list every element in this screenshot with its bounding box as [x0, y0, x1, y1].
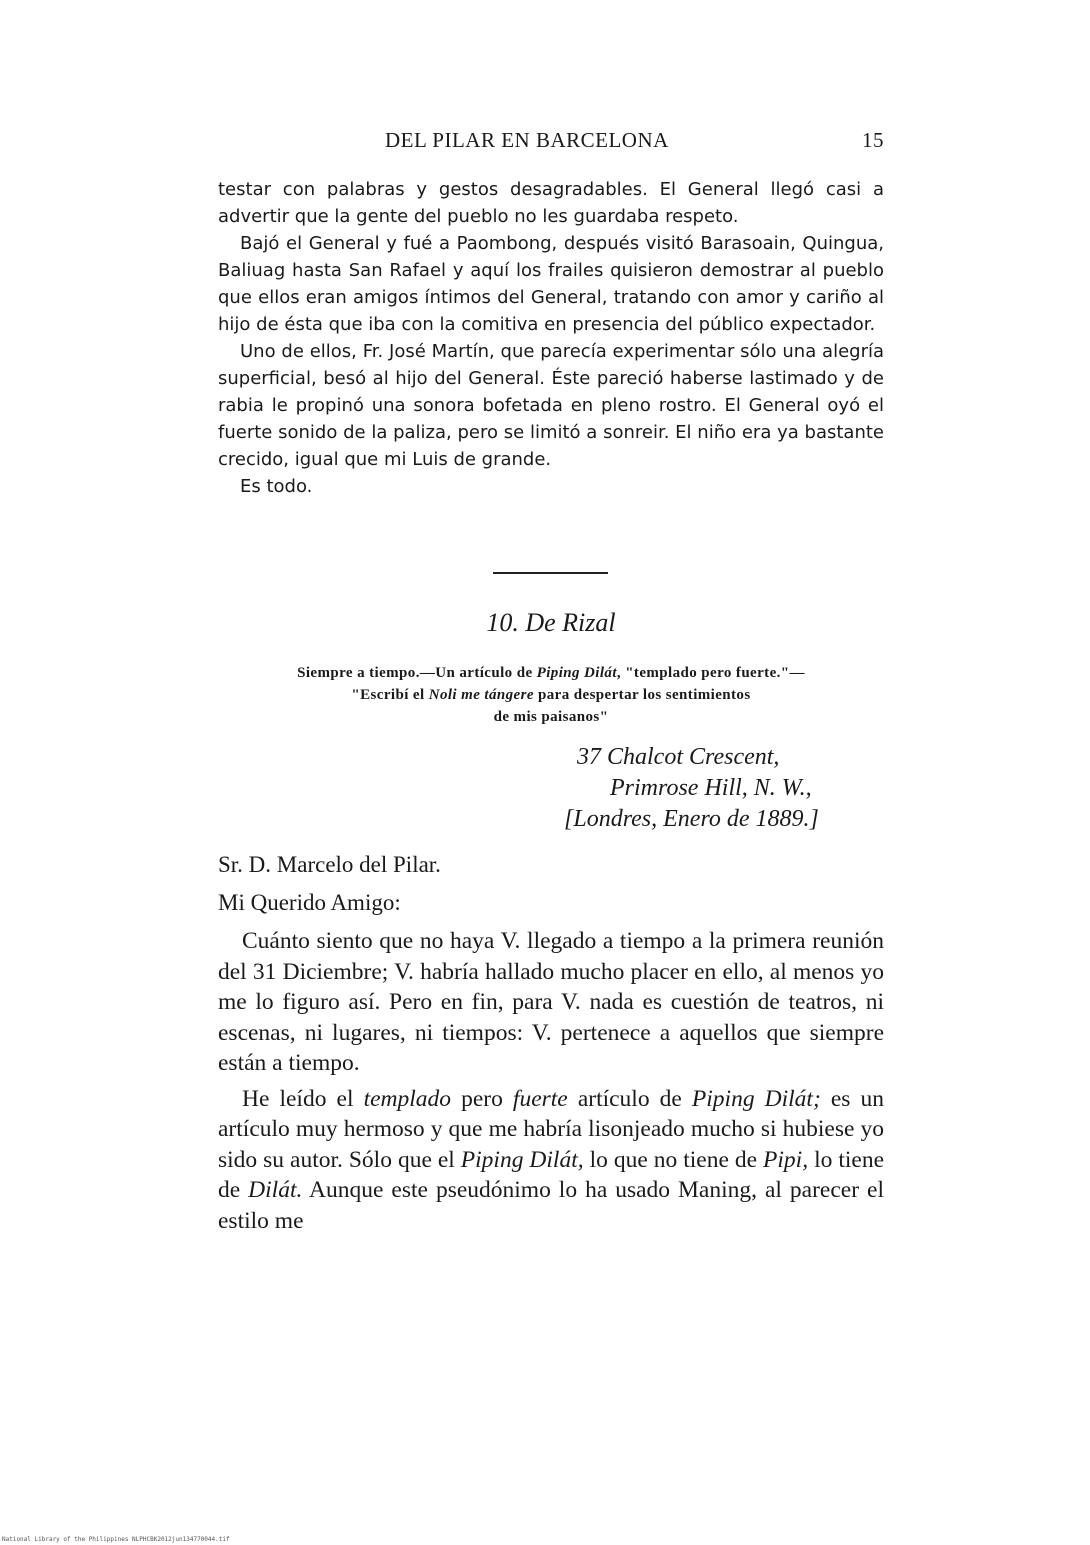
paragraph: testar con palabras y gestos desagradables. El General llegó casi a advertir que la gente del pueblo no les guardaba respeto.: [218, 179, 884, 227]
address-line: [Londres, Enero de 1889.]: [564, 806, 819, 832]
text-run: Aunque este pseudónimo lo ha usado Maning, al parecer el estilo me: [218, 1177, 884, 1234]
text-run: templado: [363, 1085, 452, 1112]
paragraph: [218, 1084, 884, 1237]
letter-body: [218, 926, 884, 1241]
address-line: Primrose Hill, N. W.,: [610, 775, 812, 801]
section-divider: [493, 572, 608, 574]
sender-address: [560, 742, 870, 835]
text-run: Piping Dilát;: [691, 1085, 821, 1112]
summary-text: "Escribí el: [351, 687, 429, 703]
paragraph: Cuánto siento que no haya V. llegado a tiempo a la primera reunión del 31 Diciembre; V. habría hallado mucho placer en ello, al menos yo me lo figuro así. Pero en fin, para V. nada es cuestión de teatros, ni escenas, ni lugares, ni tiempos: V. pertenece a aquellos que siempre están a tiempo.: [218, 928, 884, 1076]
text-run: lo tiene de: [218, 1146, 884, 1203]
text-run: pero: [451, 1085, 513, 1112]
text-run: fuerte: [512, 1085, 568, 1112]
address-line: 37 Chalcot Crescent,: [577, 744, 780, 770]
text-run: lo que no tiene de: [583, 1146, 764, 1173]
previous-letter-ending: [218, 176, 884, 500]
letter-title: 10. De Rizal: [486, 608, 616, 637]
summary-text: Noli me tángere: [428, 687, 534, 703]
text-run: artículo de: [567, 1085, 692, 1112]
scan-source-note: National Library of the Philippines NLPHCBK2012jun134770044.tif: [2, 1536, 230, 1543]
paragraph: Uno de ellos, Fr. José Martín, que parecía experimentar sólo una alegría superficial, besó al hijo del General. Éste pareció haberse lastimado y de rabia le propinó una sonora bofetada en pleno rostro. El General oyó el fuerte sonido de la paliza, pero se limitó a sonreir. El niño era ya bastante crecido, igual que mi Luis de grande.: [218, 341, 884, 470]
summary-text: Piping Dilát: [536, 665, 617, 681]
running-title: DEL PILAR EN BARCELONA: [385, 128, 669, 152]
summary-text: para despertar los sentimientos: [533, 687, 751, 703]
summary-line: [214, 662, 888, 684]
text-run: Piping Dilát,: [460, 1146, 584, 1173]
paragraph: Bajó el General y fué a Paombong, después visitó Barasoain, Quingua, Baliuag hasta San Rafael y aquí los frailes quisieron demostrar al pueblo que ellos eran amigos íntimos del General, tratando con amor y cariño al hijo de ésta que iba con la comitiva en presencia del público expectador.: [218, 233, 884, 335]
summary-text: Siempre a tiempo.—Un artículo de: [297, 665, 537, 681]
page-header: [218, 128, 884, 158]
summary-line: [214, 684, 888, 706]
text-run: es un artículo muy hermoso y que me habría lisonjeado mucho si hubiese yo sido su autor. Sólo que el: [218, 1085, 884, 1173]
letter-summary: [214, 662, 888, 728]
recipient: Sr. D. Marcelo del Pilar.: [218, 852, 441, 877]
text-run: Pipi,: [763, 1146, 809, 1173]
summary-text: , "templado pero fuerte."—: [616, 665, 805, 681]
greeting: Mi Querido Amigo:: [218, 890, 401, 915]
summary-line: de mis paisanos": [493, 709, 609, 725]
page-number: 15: [862, 128, 884, 152]
text-run: Dilát.: [248, 1177, 303, 1203]
paragraph: Es todo.: [240, 476, 313, 497]
text-run: He leído el: [242, 1085, 364, 1112]
